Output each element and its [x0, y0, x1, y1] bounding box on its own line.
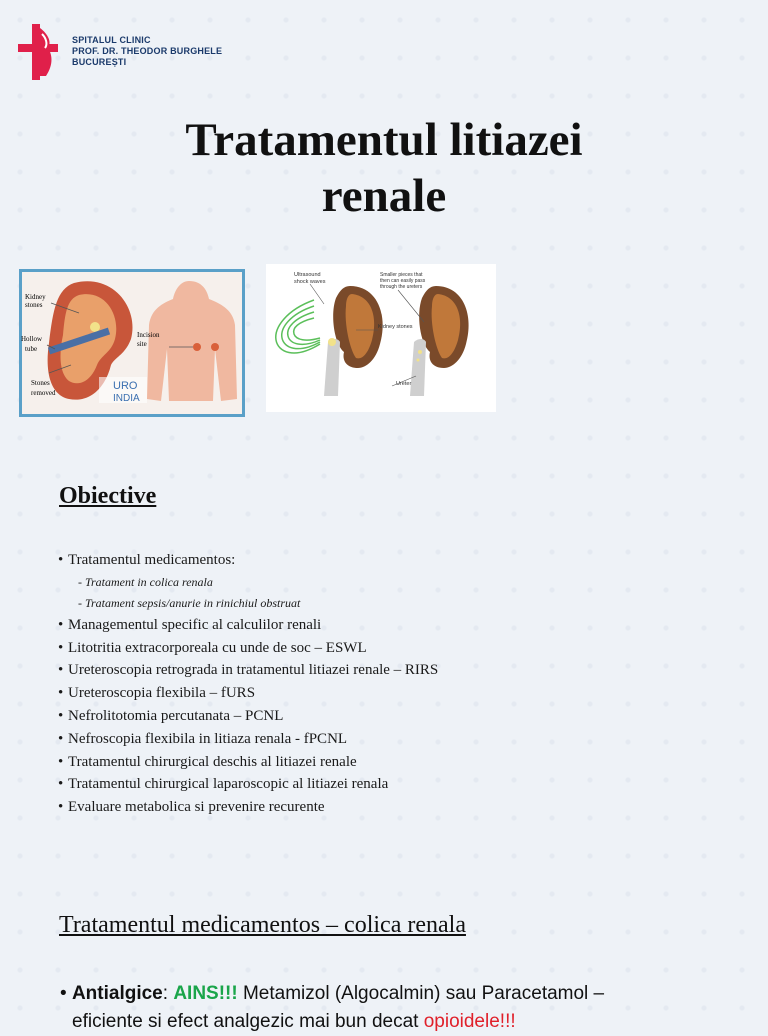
hospital-name	[72, 35, 222, 68]
objectives-list	[58, 549, 748, 819]
hospital-line-2: PROF. DR. THEODOR BURGHELE	[72, 46, 223, 56]
label-removed: removed	[31, 389, 56, 397]
page-title	[0, 112, 768, 224]
label-site: site	[137, 340, 147, 348]
title-line-2: renale	[321, 170, 447, 222]
label-ultrasound: Ultrasound	[294, 272, 321, 278]
bullet-bold-label: Antialgice	[71, 983, 163, 1004]
bullet-text-1: Metamizol (Algocalmin) sau Paracetamol –	[237, 983, 605, 1004]
objectives-heading: Obiective	[59, 483, 157, 509]
list-item: • Evaluare metabolica si prevenire recurente	[58, 799, 325, 816]
list-item: • Litotritia extracorporeala cu unde de soc – ESWL	[58, 639, 367, 656]
list-item: • Ureteroscopia retrograda in tratamentul litiazei renale – RIRS	[58, 662, 439, 679]
label-ureter: Ureter	[396, 381, 412, 387]
label-smaller-3: through the ureters	[380, 284, 423, 290]
list-item: • Managementul specific al calculilor renali	[58, 616, 322, 633]
label-stones: stones	[25, 301, 43, 309]
label-smaller-2: then can easily pass	[380, 278, 426, 284]
ains-highlight: AINS!!!	[173, 983, 238, 1004]
bullet-text-2: eficiente si efect analgezic mai bun decat	[72, 1011, 424, 1032]
eswl-illustration	[266, 264, 496, 412]
colon: :	[162, 983, 169, 1004]
list-subitem: - Tratament in colica renala	[78, 574, 213, 589]
label-shock-waves: shock waves	[294, 279, 326, 285]
label-kidney: Kidney	[25, 293, 46, 301]
list-item: • Tratamentul chirurgical laparoscopic al litiazei renala	[58, 776, 389, 793]
hospital-logo-icon	[18, 24, 58, 80]
hospital-line-3: BUCUREȘTI	[72, 57, 127, 67]
label-smaller-1: Smaller pieces that	[380, 272, 423, 278]
logo-uro: URO	[113, 380, 138, 392]
label-stones-2: Stones	[31, 379, 50, 387]
logo-india: INDIA	[113, 393, 140, 404]
list-item: • Ureteroscopia flexibila – fURS	[58, 685, 256, 702]
list-item: • Nefrolitotomia percutanata – PCNL	[58, 707, 284, 724]
label-tube: tube	[25, 345, 38, 353]
list-item: • Tratamentul chirurgical deschis al litiazei renale	[58, 753, 357, 770]
label-kidney-stones: Kidney stones	[378, 324, 413, 330]
list-item: • Tratamentul medicamentos:	[58, 552, 236, 568]
opioids-highlight: opioidele!!!	[423, 1011, 516, 1032]
analgesic-bullet: • Antialgice: AINS!!! Metamizol (Algocalmin) sau Paracetamol – eficiente si efect analgezic mai bun decat opioidele!!!	[60, 983, 605, 1032]
list-subitem: - Tratament sepsis/anurie in rinichiul obstruat	[78, 595, 301, 610]
list-item: • Nefroscopia flexibila in litiaza renala - fPCNL	[58, 730, 348, 747]
title-line-1: Tratamentul litiazei	[185, 114, 583, 166]
section-heading-colica: Tratamentul medicamentos – colica renala	[59, 912, 466, 938]
label-incision: Incision	[137, 331, 160, 339]
hospital-line-1: SPITALUL CLINIC	[72, 35, 151, 45]
kidney-surgery-illustration	[19, 269, 245, 417]
label-hollow: Hollow	[21, 335, 42, 343]
